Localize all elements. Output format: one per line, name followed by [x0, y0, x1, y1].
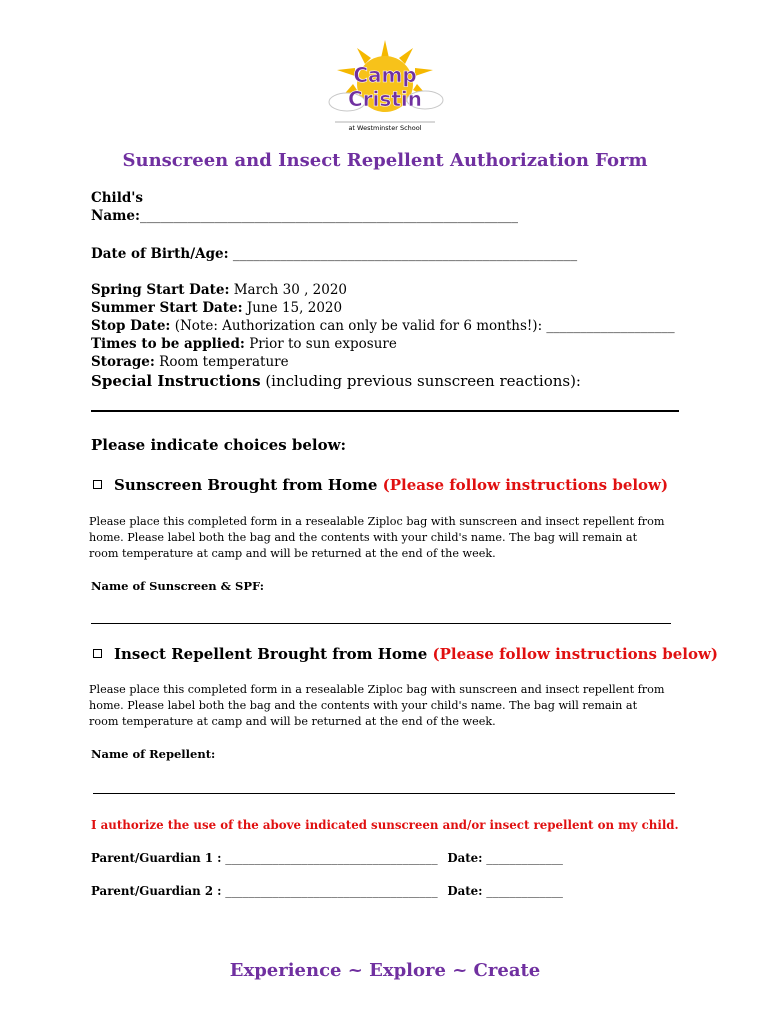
spring-row: [91, 282, 347, 298]
storage-row: [91, 354, 289, 370]
child-name-label: Name:: [91, 208, 140, 224]
logo-tagline: at Westminster School: [348, 124, 422, 132]
repellent-option[interactable]: [93, 645, 718, 663]
dob-label: Date of Birth/Age:: [91, 246, 229, 262]
child-name-row: [91, 208, 518, 224]
sunscreen-note: (Please follow instructions below): [377, 476, 669, 494]
authorization-statement: I authorize the use of the above indicated sunscreen and/or insect repellent on my child.: [91, 818, 679, 832]
summer-label: Summer Start Date:: [91, 300, 243, 316]
repellent-label: Insect Repellent Brought from Home: [114, 645, 428, 663]
footer-slogan: Experience ~ Explore ~ Create: [229, 960, 541, 981]
storage-value: Room temperature: [154, 354, 289, 370]
storage-label: Storage:: [91, 354, 155, 370]
summer-row: [91, 300, 342, 316]
parent1-row: [91, 851, 563, 865]
parent1-label: Parent/Guardian 1 :: [91, 851, 222, 865]
times-row: [91, 336, 397, 352]
parent2-date-label: Date:: [447, 884, 483, 898]
stop-label: Stop Date:: [91, 318, 171, 334]
parent1-field[interactable]: ____________________________________: [221, 851, 438, 865]
sun-logo-icon: [325, 38, 445, 134]
logo-line2: Cristin: [348, 87, 422, 111]
spring-value: March 30 , 2020: [229, 282, 348, 298]
sunscreen-checkbox[interactable]: [93, 480, 102, 489]
spring-label: Spring Start Date:: [91, 282, 230, 298]
parent2-label: Parent/Guardian 2 :: [91, 884, 222, 898]
summer-value: June 15, 2020: [242, 300, 343, 316]
repellent-checkbox[interactable]: [93, 649, 102, 658]
dob-row: [91, 246, 577, 262]
parent1-date-field[interactable]: _____________: [482, 851, 563, 865]
sunscreen-option[interactable]: [93, 476, 668, 494]
sunscreen-label: Sunscreen Brought from Home: [114, 476, 378, 494]
sunscreen-name-field[interactable]: [91, 623, 671, 624]
camp-logo: [325, 38, 445, 134]
sunscreen-instructions: Please place this completed form in a resealable Ziploc bag with sunscreen and insect repellent from home. Please label both the bag and the contents with your child's name. The bag will remain at room temperature at camp and will be returned at the end of the week.: [89, 515, 665, 560]
parent2-row: [91, 884, 563, 898]
special-instructions-line[interactable]: [91, 410, 679, 412]
times-value: Prior to sun exposure: [244, 336, 397, 352]
child-name-field[interactable]: ________________________________________________________: [139, 208, 518, 224]
special-label: Special Instructions: [91, 372, 261, 390]
repellent-name-field[interactable]: [93, 793, 675, 794]
logo-line1: Camp: [353, 63, 417, 87]
choices-heading: Please indicate choices below:: [91, 436, 347, 454]
sunscreen-name-label: Name of Sunscreen & SPF:: [91, 579, 264, 593]
special-row: [91, 372, 581, 390]
stop-row: [91, 318, 675, 334]
special-value: (including previous sunscreen reactions):: [260, 372, 581, 390]
repellent-name-label: Name of Repellent:: [91, 747, 216, 761]
times-label: Times to be applied:: [91, 336, 245, 352]
parent2-date-field[interactable]: _____________: [482, 884, 563, 898]
repellent-instructions: Please place this completed form in a resealable Ziploc bag with sunscreen and insect repellent from home. Please label both the bag and the contents with your child's name. The bag will remain at room temperature at camp and will be returned at the end of the week.: [89, 683, 665, 728]
parent2-field[interactable]: ____________________________________: [221, 884, 438, 898]
parent1-date-label: Date:: [447, 851, 483, 865]
child-name-label-line1: Child's: [91, 190, 143, 206]
dob-field[interactable]: ___________________________________________________: [232, 246, 578, 262]
repellent-note: (Please follow instructions below): [427, 645, 718, 663]
stop-value[interactable]: (Note: Authorization can only be valid for 6 months!): ___________________: [170, 318, 675, 334]
form-title: Sunscreen and Insect Repellent Authorization Form: [122, 150, 648, 171]
